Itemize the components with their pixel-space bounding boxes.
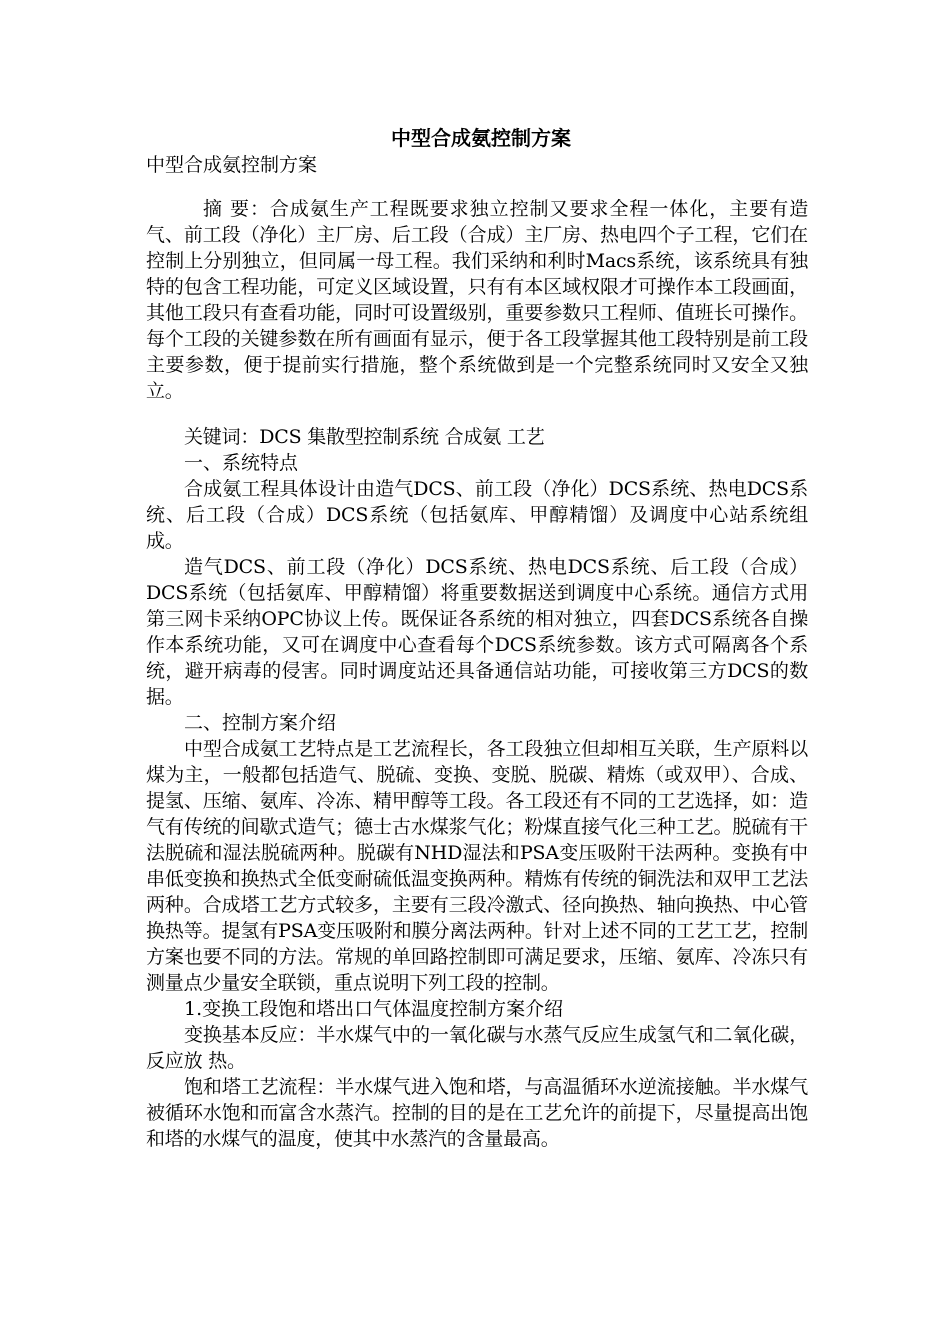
section2-1-heading: 1.变换工段饱和塔出口气体温度控制方案介绍 bbox=[184, 998, 564, 1020]
section2-1-paragraph-1: 变换基本反应：半水煤气中的一氧化碳与水蒸气反应生成氢气和二氧化碳，反应放 热。 bbox=[146, 1024, 808, 1072]
document-title: 中型合成氨控制方案 bbox=[391, 126, 571, 150]
document-subtitle: 中型合成氨控制方案 bbox=[146, 154, 318, 176]
document-page bbox=[146, 124, 808, 1152]
section1-paragraph-1: 合成氨工程具体设计由造气DCS、前工段（净化）DCS系统、热电DCS系统、后工段（合成）DCS系统（包括氨库、甲醇精馏）及调度中心站系统组成。 bbox=[146, 478, 808, 552]
section1-paragraph-2: 造气DCS、前工段（净化）DCS系统、热电DCS系统、后工段（合成）DCS系统（包括氨库、甲醇精馏）将重要数据送到调度中心系统。通信方式用第三网卡采纳OPC协议上传。既保证各系统的相对独立，四套DCS系统各自操作本系统功能，又可在调度中心查看每个DCS系统参数。该方式可隔离各个系统，避开病毒的侵害。同时调度站还具备通信站功能，可接收第三方DCS的数据。 bbox=[146, 556, 808, 708]
section1-heading: 一、系统特点 bbox=[184, 452, 299, 474]
section2-paragraph-1: 中型合成氨工艺特点是工艺流程长，各工段独立但却相互关联，生产原料以煤为主，一般都包括造气、脱硫、变换、变脱、脱碳、精炼（或双甲）、合成、提氢、压缩、氨库、冷冻、精甲醇等工段。各工段还有不同的工艺选择，如：造气有传统的间歇式造气；德士古水煤浆气化；粉煤直接气化三种工艺。脱硫有干法脱硫和湿法脱硫两种。脱碳有NHD湿法和PSA变压吸附干法两种。变换有中串低变换和换热式全低变耐硫低温变换两种。精炼有传统的铜洗法和双甲工艺法两种。合成塔工艺方式较多，主要有三段冷激式、径向换热、轴向换热、中心管换热等。提氢有PSA变压吸附和膜分离法两种。针对上述不同的工艺工艺，控制方案也要不同的方法。常规的单回路控制即可满足要求，压缩、氨库、冷冻只有测量点少量安全联锁，重点说明下列工段的控制。 bbox=[146, 738, 808, 994]
abstract-paragraph: 摘 要：合成氨生产工程既要求独立控制又要求全程一体化，主要有造气、前工段（净化）主厂房、后工段（合成）主厂房、热电四个子工程，它们在控制上分别独立，但同属一母工程。我们采纳和利时Macs系统，该系统具有独特的包含工程功能，可定义区域设置，只有有本区域权限才可操作本工段画面，其他工段只有查看功能，同时可设置级别，重要参数只工程师、值班长可操作。每个工段的关键参数在所有画面有显示，便于各工段掌握其他工段特别是前工段主要参数，便于提前实行措施，整个系统做到是一个完整系统同时又安全又独立。 bbox=[146, 198, 808, 402]
keywords-line: 关键词：DCS 集散型控制系统 合成氨 工艺 bbox=[184, 426, 545, 448]
section2-1-paragraph-2: 饱和塔工艺流程：半水煤气进入饱和塔，与高温循环水逆流接触。半水煤气被循环水饱和而富含水蒸汽。控制的目的是在工艺允许的前提下，尽量提高出饱和塔的水煤气的温度，使其中水蒸汽的含量最高。 bbox=[146, 1076, 808, 1150]
section2-heading: 二、控制方案介绍 bbox=[184, 712, 337, 734]
